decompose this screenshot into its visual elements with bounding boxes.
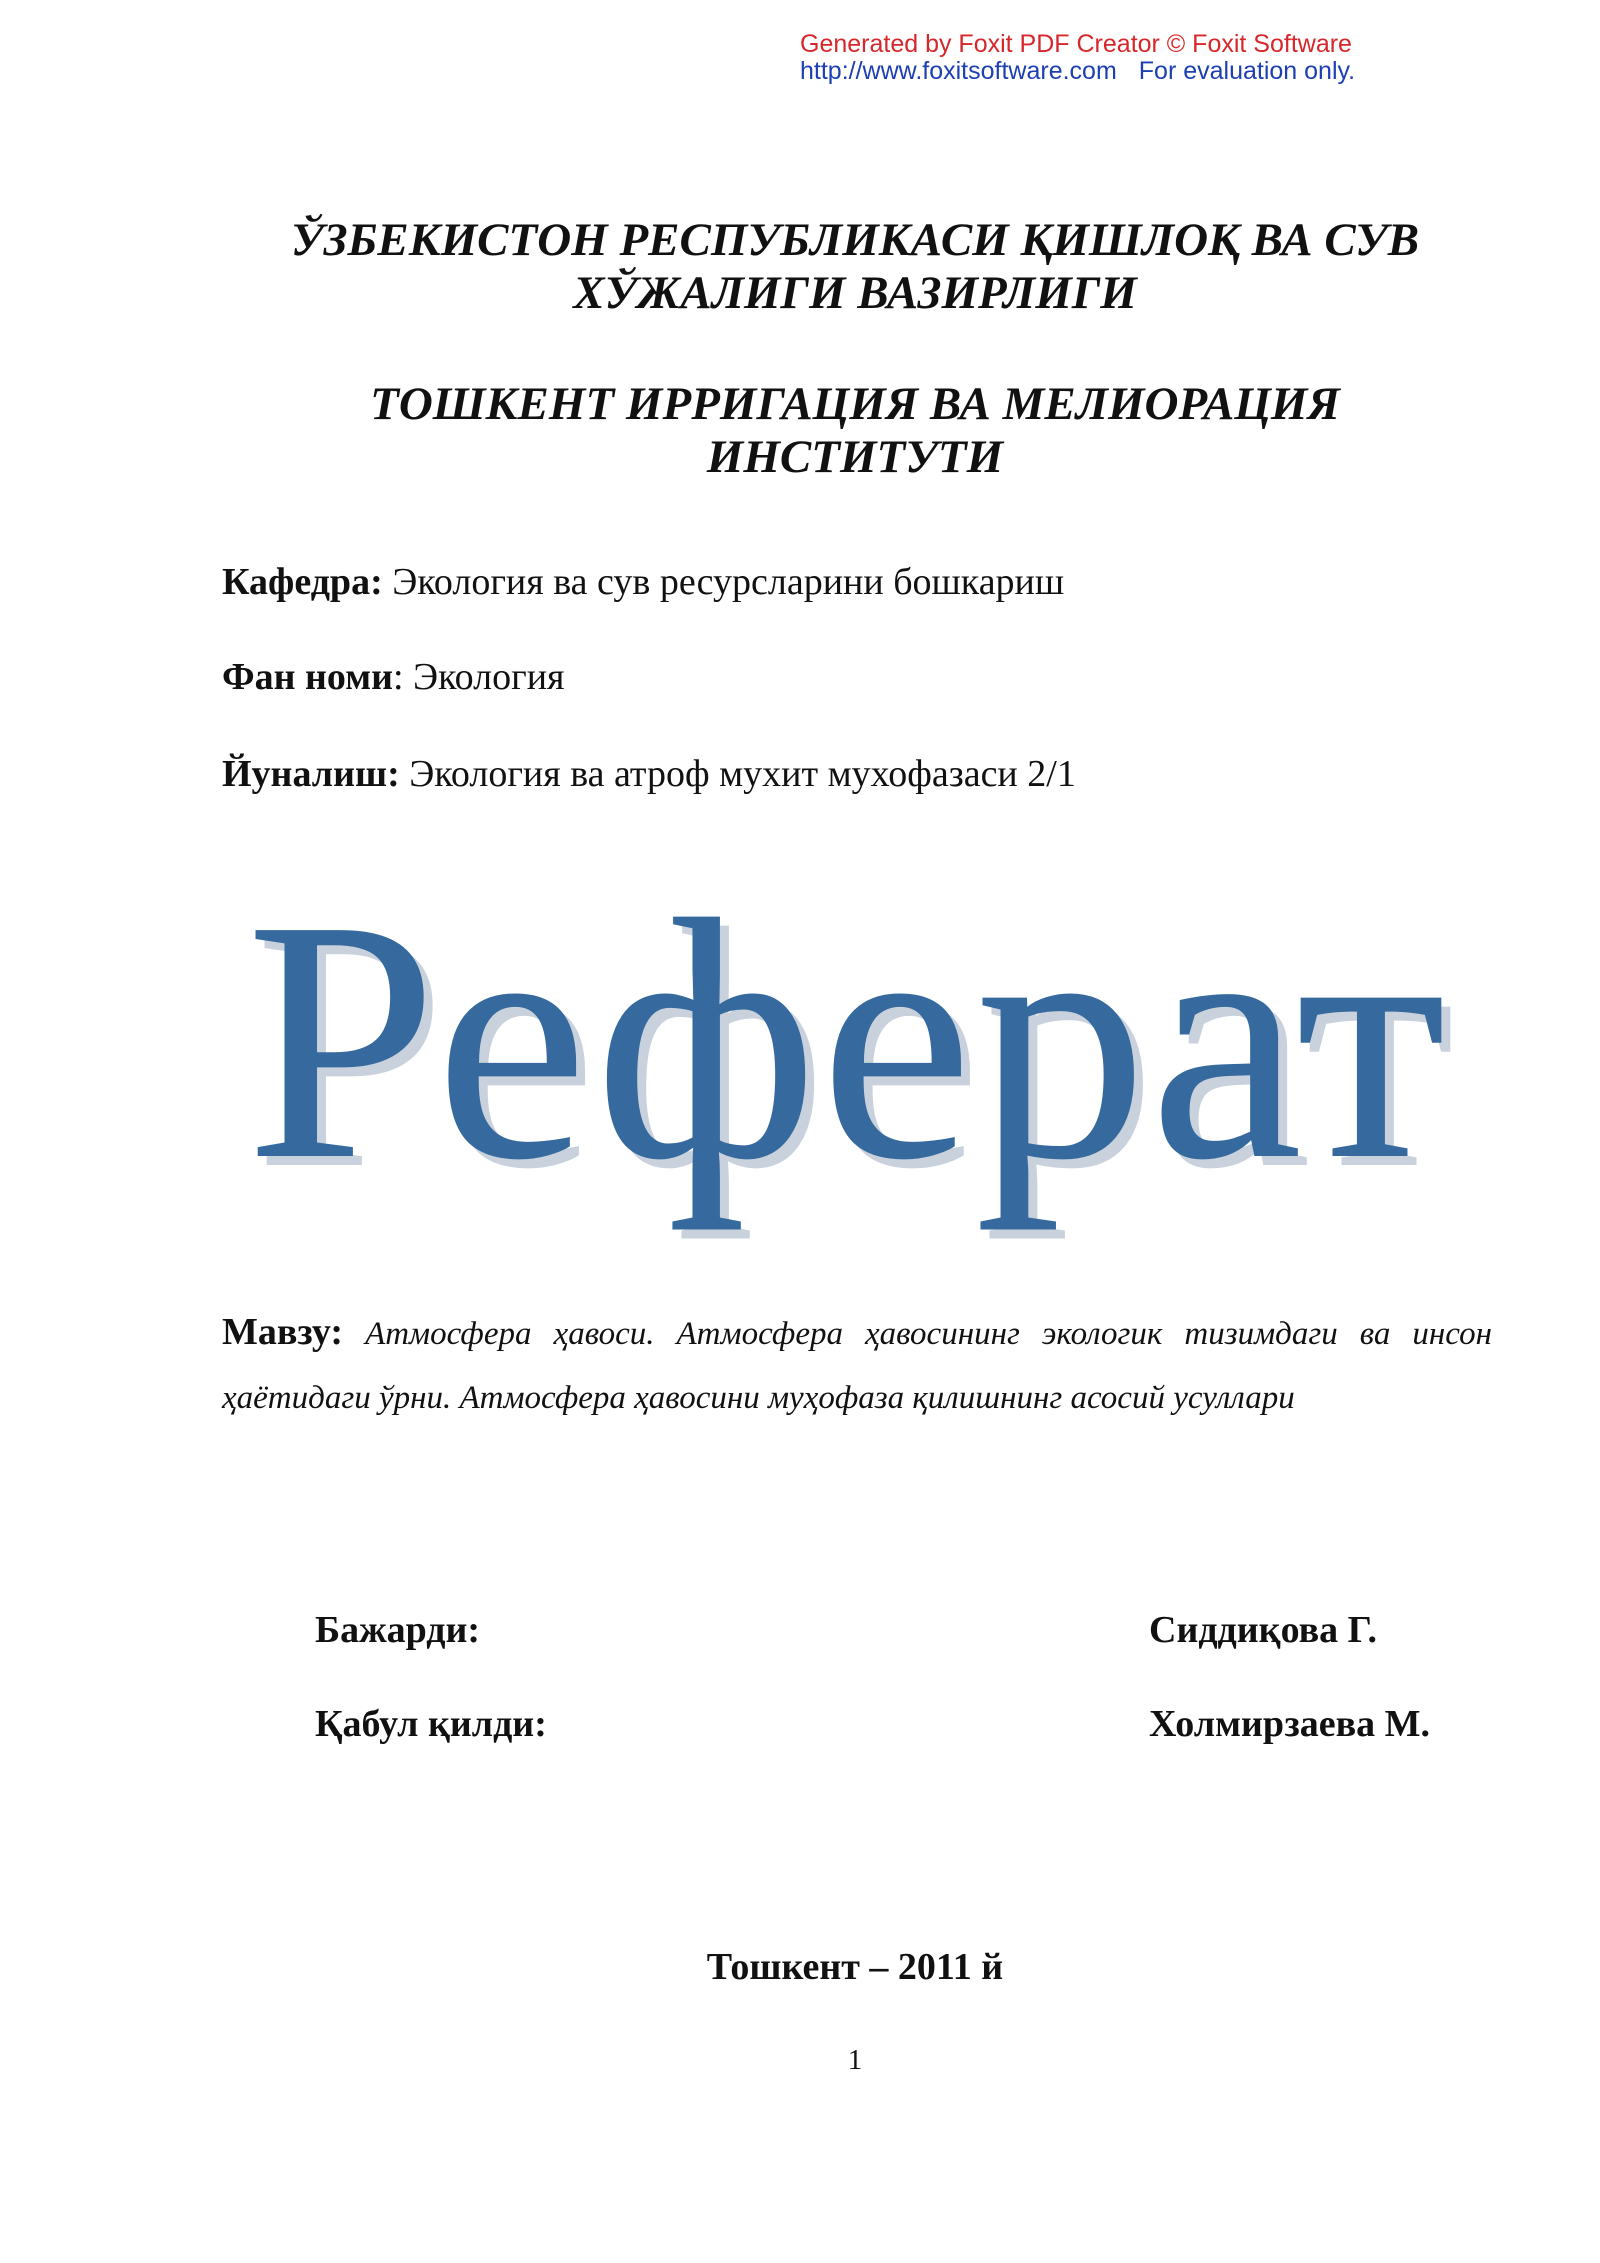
institute-heading-line2: ИНСТИТУТИ	[706, 431, 1004, 483]
department-field	[222, 560, 1064, 604]
institute-heading-line1: ТОШКЕНТ ИРРИГАЦИЯ ВА МЕЛИОРАЦИЯ	[370, 378, 1340, 430]
watermark-evaluation-note: For evaluation only.	[1138, 57, 1356, 85]
watermark-url: http://www.foxitsoftware.com	[800, 57, 1117, 85]
document-title: Реферат	[245, 849, 1449, 1231]
direction-field	[222, 752, 1076, 796]
subject-label: Фан номи	[222, 656, 393, 698]
direction-value: Экология ва атроф мухит мухофазаси 2/1	[399, 753, 1076, 795]
page-number: 1	[847, 2044, 863, 2076]
institute-heading	[220, 378, 1490, 484]
watermark-url-line	[800, 57, 1355, 85]
ministry-heading-line1: ЎЗБЕКИСТОН РЕСПУБЛИКАСИ ҚИШЛОҚ ВА СУВ	[290, 214, 1420, 266]
topic-paragraph	[222, 1300, 1492, 1430]
topic-text: Атмосфера ҳавоси. Атмосфера ҳавосининг экологик тизимдаги ва инсон ҳаётидаги ўрни. Атмосфера ҳавосини муҳофаза қилишнинг асосий усуллари	[222, 1316, 1492, 1416]
ministry-heading-line2: ХЎЖАЛИГИ ВАЗИРЛИГИ	[573, 267, 1137, 319]
watermark-creator-line: Generated by Foxit PDF Creator © Foxit Software	[800, 30, 1352, 58]
city-year: Тошкент – 2011 й	[706, 1946, 1004, 1988]
subject-value: : Экология	[392, 656, 565, 698]
subject-field	[222, 655, 565, 699]
accepted-by-label: Қабул қилди:	[315, 1703, 547, 1745]
department-label: Кафедра:	[222, 561, 383, 603]
direction-label: Йуналиш:	[222, 753, 400, 795]
performed-by-name: Сиддиқова Г.	[1149, 1609, 1378, 1651]
performed-by-label: Бажарди:	[315, 1609, 481, 1651]
department-value: Экология ва сув ресурсларини бошкариш	[382, 561, 1065, 603]
accepted-by-name: Холмирзаева М.	[1149, 1703, 1430, 1745]
topic-label: Мавзу:	[222, 1311, 344, 1353]
ministry-heading	[220, 214, 1490, 320]
